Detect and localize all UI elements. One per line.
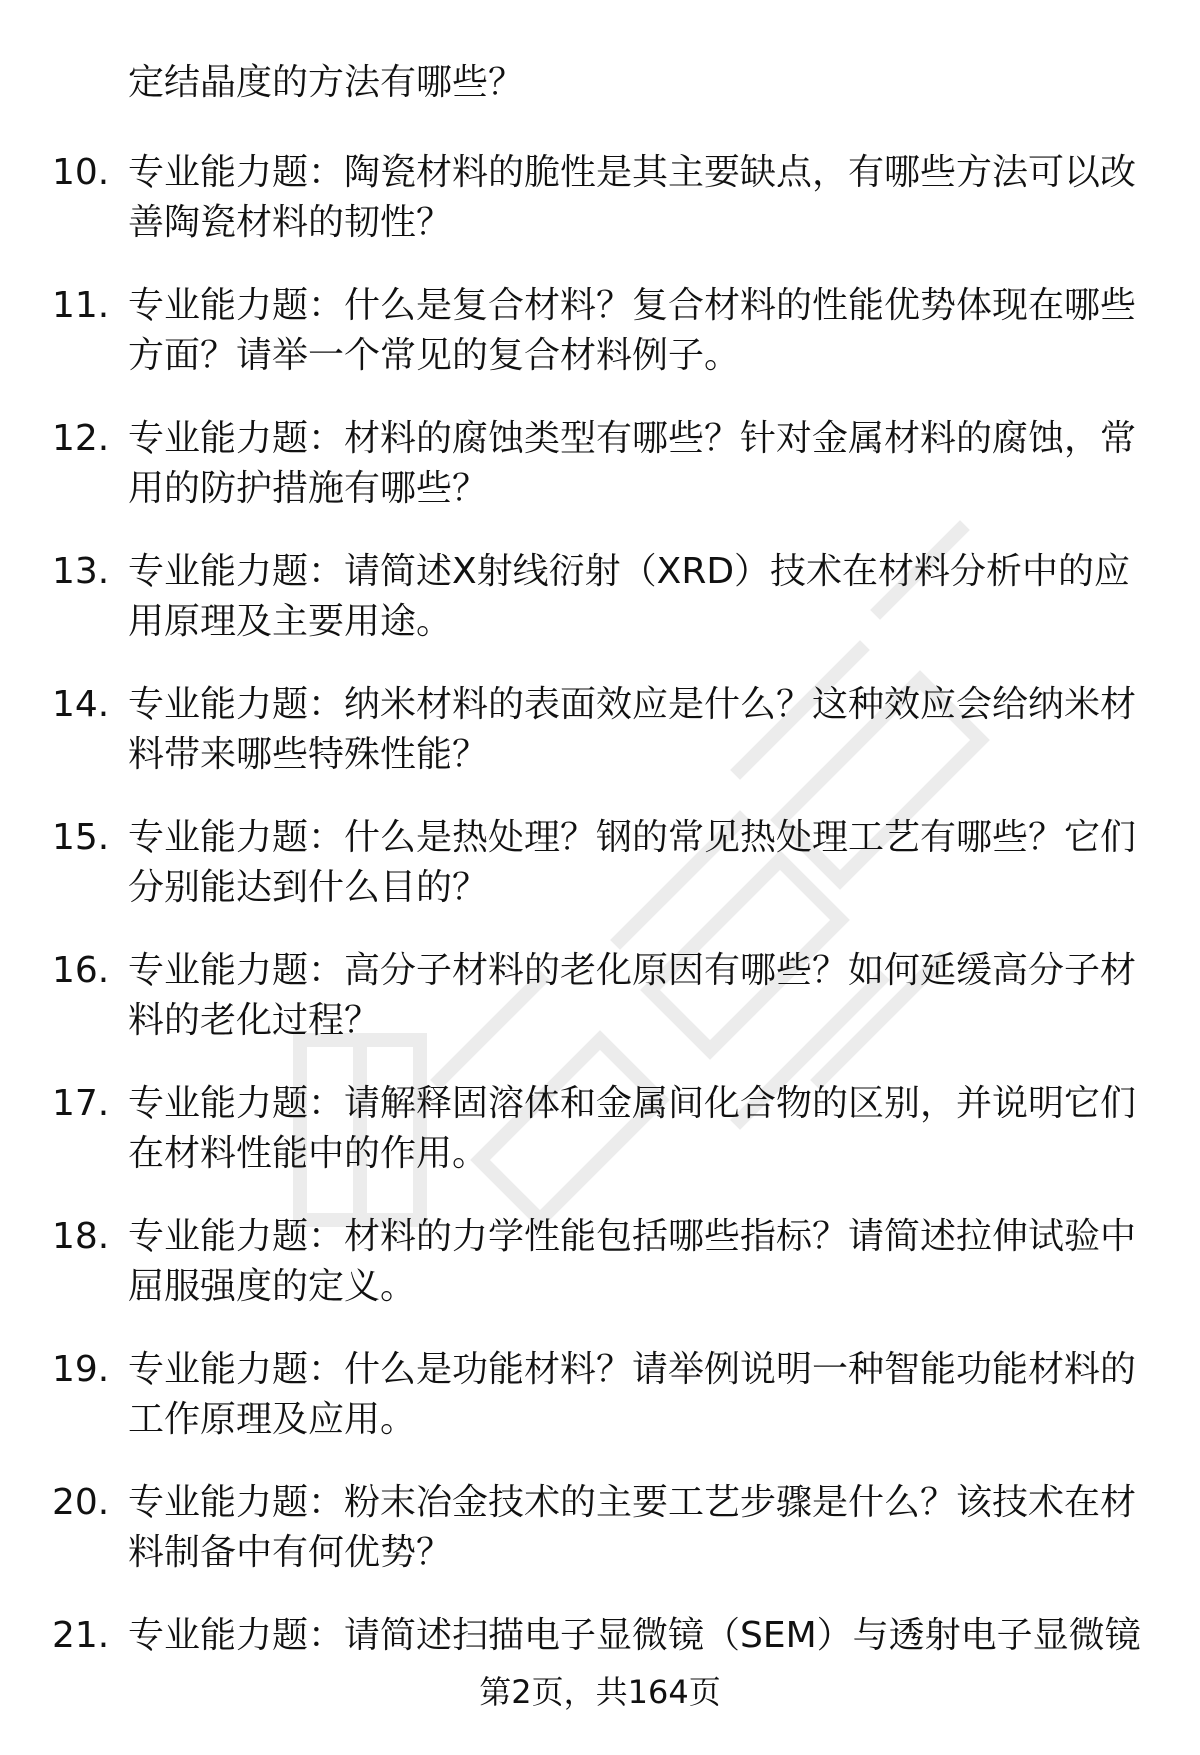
- question-text-line: 专业能力题：材料的力学性能包括哪些指标？请简述拉伸试验中: [128, 1216, 1137, 1257]
- question-text-line: 用原理及主要用途。: [128, 601, 453, 642]
- question-number: 13.: [52, 551, 110, 592]
- question-item: [0, 414, 1200, 547]
- question-item: [0, 680, 1200, 813]
- question-text-line: 专业能力题：粉末冶金技术的主要工艺步骤是什么？该技术在材: [128, 1482, 1137, 1523]
- question-text: [128, 1611, 1148, 1661]
- question-text-line: 专业能力题：请简述X射线衍射（XRD）技术在材料分析中的应: [128, 551, 1131, 592]
- question-text-line: 工作原理及应用。: [128, 1399, 417, 1440]
- question-text: [128, 414, 1148, 514]
- question-item: [0, 547, 1200, 680]
- question-number: 10.: [52, 152, 110, 193]
- question-text-line: 专业能力题：请简述扫描电子显微镜（SEM）与透射电子显微镜: [128, 1615, 1141, 1656]
- question-text: [128, 1345, 1148, 1445]
- question-text: [128, 1212, 1148, 1312]
- question-number: 20.: [52, 1482, 110, 1523]
- question-text-line: 用的防护措施有哪些？: [128, 468, 489, 509]
- question-item: [0, 946, 1200, 1079]
- continuation-text: 定结晶度的方法有哪些？: [128, 62, 525, 103]
- question-text: [128, 281, 1148, 381]
- question-number: 11.: [52, 285, 110, 326]
- question-text-line: 料带来哪些特殊性能？: [128, 734, 489, 775]
- question-text: [128, 1478, 1148, 1578]
- question-text-line: 专业能力题：纳米材料的表面效应是什么？这种效应会给纳米材: [128, 684, 1137, 725]
- question-number: 21.: [52, 1615, 110, 1656]
- question-number: 14.: [52, 684, 110, 725]
- question-text-line: 专业能力题：什么是复合材料？复合材料的性能优势体现在哪些: [128, 285, 1137, 326]
- question-text-line: 料的老化过程？: [128, 1000, 381, 1041]
- question-text: [128, 680, 1148, 780]
- question-text: [128, 813, 1148, 913]
- question-text-line: 专业能力题：高分子材料的老化原因有哪些？如何延缓高分子材: [128, 950, 1137, 991]
- question-item: [0, 1212, 1200, 1345]
- question-text-line: 专业能力题：陶瓷材料的脆性是其主要缺点，有哪些方法可以改: [128, 152, 1137, 193]
- question-list: [0, 148, 1200, 1744]
- page-footer: 第2页，共164页: [479, 1673, 721, 1711]
- question-item: [0, 1079, 1200, 1212]
- question-number: 15.: [52, 817, 110, 858]
- question-number: 12.: [52, 418, 110, 459]
- question-text: [128, 547, 1148, 647]
- question-number: 19.: [52, 1349, 110, 1390]
- question-text: [128, 946, 1148, 1046]
- question-item: [0, 148, 1200, 281]
- question-text-line: 料制备中有何优势？: [128, 1532, 453, 1573]
- question-text-line: 专业能力题：请解释固溶体和金属间化合物的区别，并说明它们: [128, 1083, 1137, 1124]
- question-text-line: 在材料性能中的作用。: [128, 1133, 489, 1174]
- question-text-line: 专业能力题：什么是功能材料？请举例说明一种智能功能材料的: [128, 1349, 1137, 1390]
- question-number: 18.: [52, 1216, 110, 1257]
- question-text-line: 方面？请举一个常见的复合材料例子。: [128, 335, 741, 376]
- question-text: [128, 148, 1148, 248]
- question-text: [128, 1079, 1148, 1179]
- question-item: [0, 1478, 1200, 1611]
- question-text-line: 屈服强度的定义。: [128, 1266, 417, 1307]
- question-number: 16.: [52, 950, 110, 991]
- question-item: [0, 1345, 1200, 1478]
- question-item: [0, 281, 1200, 414]
- question-text-line: 分别能达到什么目的？: [128, 867, 489, 908]
- question-item: [0, 813, 1200, 946]
- question-text-line: 专业能力题：材料的腐蚀类型有哪些？针对金属材料的腐蚀，常: [128, 418, 1137, 459]
- question-text-line: 专业能力题：什么是热处理？钢的常见热处理工艺有哪些？它们: [128, 817, 1137, 858]
- question-text-line: 善陶瓷材料的韧性？: [128, 202, 453, 243]
- question-number: 17.: [52, 1083, 110, 1124]
